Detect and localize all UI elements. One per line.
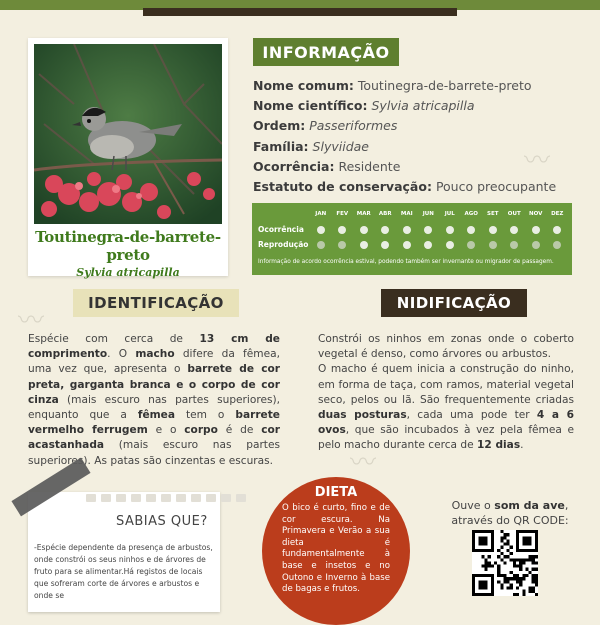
month-dot	[360, 241, 368, 249]
text-bold: som da ave	[494, 499, 565, 512]
month-dot	[532, 226, 540, 234]
text-bold: 12 dias	[477, 439, 521, 452]
text-run: .	[520, 439, 524, 452]
text-run: é de	[217, 424, 262, 437]
occurrence-row-label: Ocorrência	[258, 225, 304, 234]
reproduction-row-label: Reprodução	[258, 240, 309, 249]
occurrence-dot-abr	[375, 226, 397, 234]
month-dot	[338, 241, 346, 249]
month-label: ABR	[378, 211, 392, 217]
info-value: Passeriformes	[309, 118, 398, 134]
month-dot	[553, 226, 561, 234]
text-run: , cada uma pode ter	[406, 409, 537, 422]
occurrence-dot-nov	[525, 226, 547, 234]
info-label: Família:	[253, 138, 309, 154]
month-label: MAR	[356, 211, 371, 217]
info-section-title: INFORMAÇÃO	[253, 38, 399, 66]
reproduction-dot-mar	[353, 241, 375, 249]
month-dot	[381, 226, 389, 234]
nesting-title: NIDIFICAÇÃO	[381, 289, 527, 317]
blackcap-illustration	[34, 44, 222, 224]
text-bold: 13 cm de comprimento	[28, 333, 280, 361]
text-bold: 4 a 6 ovos	[318, 409, 574, 437]
bird-silhouette-icon: 〰	[524, 146, 551, 176]
qr-code[interactable]	[472, 530, 538, 596]
text-run: difere da fêmea, uma vez que, apresenta o	[28, 348, 280, 376]
qr-code-icon	[472, 530, 538, 596]
month-dot	[489, 226, 497, 234]
month-dot	[553, 241, 561, 249]
month-label: MAI	[400, 211, 413, 217]
did-you-know-text: -Espécie dependente da presença de arbustos, onde constrói os seus ninhos e de árvores de fruto para se alimentar.Há registos de locais que sofreram corte de árvores e arbustos e onde se	[34, 543, 213, 600]
month-dot	[467, 226, 475, 234]
top-dark-bar	[143, 8, 457, 16]
bird-photo	[34, 44, 222, 224]
nesting-text	[318, 332, 574, 454]
month-dot	[403, 241, 411, 249]
text-run: Espécie com cerca de	[28, 333, 200, 345]
nesting-paragraph	[318, 362, 574, 453]
text-run: (mais escuro nas partes superiores), enquanto que a	[28, 393, 280, 422]
occurrence-dot-dez	[547, 226, 569, 234]
month-label: SET	[487, 211, 499, 217]
month-label: OUT	[507, 211, 521, 217]
reproduction-dot-out	[504, 241, 526, 249]
reproduction-dot-abr	[375, 241, 397, 249]
month-dot	[317, 241, 325, 249]
occurrence-dot-set	[482, 226, 504, 234]
text-bold: macho	[135, 348, 175, 361]
month-dot	[403, 226, 411, 234]
species-common-name: Toutinegra-de-barrete-preto	[35, 228, 221, 264]
info-value: Residente	[338, 158, 401, 174]
diet-text: O bico é curto, fino e de cor escura. Na Primavera e Verão a sua dieta é fundamentalmente à base e insetos e no Outono e Inverno à base de bagas e frutos.	[282, 503, 390, 595]
text-bold: cor acastanhada	[28, 424, 280, 452]
month-dot	[424, 241, 432, 249]
text-bold: barrete vermelho ferrugem	[28, 409, 280, 437]
identification-title: IDENTIFICAÇÃO	[73, 289, 239, 317]
reproduction-dot-jan	[310, 241, 332, 249]
info-row-scientific-name	[253, 96, 583, 116]
info-label: Ocorrência:	[253, 158, 335, 174]
phenology-calendar	[252, 203, 572, 275]
month-dot	[446, 226, 454, 234]
bird-sound-prompt	[445, 498, 575, 528]
month-dot	[381, 241, 389, 249]
info-value: Sylvia atricapilla	[371, 98, 475, 114]
text-run: tem o	[175, 409, 236, 422]
text-bold: duas posturas	[318, 409, 407, 422]
info-value: Pouco preocupante	[435, 179, 557, 195]
month-dot	[510, 241, 518, 249]
month-dot	[424, 226, 432, 234]
species-scientific-name: Sylvia atricapilla	[76, 266, 180, 279]
info-row-family	[253, 137, 583, 157]
text-run: . O	[107, 348, 136, 361]
reproduction-dot-jun	[418, 241, 440, 249]
info-list	[253, 76, 583, 197]
month-dot	[489, 241, 497, 249]
month-dot	[532, 241, 540, 249]
reproduction-dot-nov	[525, 241, 547, 249]
text-run: , que são incubados à vez pela fêmea e pelo macho durante cerca de	[318, 424, 574, 452]
text-bold: barrete de cor preta, garganta branca e o corpo de cor cinza	[28, 363, 280, 406]
nesting-paragraph: Constrói os ninhos em zonas onde o coberto vegetal é denso, como árvores ou arbustos.	[318, 333, 574, 361]
info-label: Nome científico:	[253, 98, 368, 114]
month-label: JAN	[315, 211, 327, 217]
text-bold: fêmea	[137, 409, 176, 422]
month-label: AGO	[464, 211, 478, 217]
reproduction-dot-fev	[332, 241, 354, 249]
month-dot	[510, 226, 518, 234]
occurrence-dots	[310, 226, 568, 234]
text-run: O macho é quem inicia a construção do ninho, em forma de taça, com ramos, material vegetal seco, pelos ou lã. São frequentemente criadas	[318, 363, 574, 406]
diet-circle	[262, 477, 410, 625]
info-row-conservation	[253, 177, 583, 197]
calendar-months	[310, 211, 568, 217]
month-label: NOV	[529, 211, 543, 217]
reproduction-dot-dez	[547, 241, 569, 249]
info-label: Estatuto de conservação:	[253, 179, 432, 195]
occurrence-dot-ago	[461, 226, 483, 234]
info-row-common-name	[253, 76, 583, 96]
reproduction-dot-mai	[396, 241, 418, 249]
text-run: Ouve o	[451, 499, 495, 512]
bird-silhouette-icon: 〰	[350, 448, 377, 478]
month-label: JUL	[444, 211, 455, 217]
info-row-occurrence	[253, 157, 583, 177]
text-run: , através do QR CODE:	[451, 499, 569, 527]
month-dot	[467, 241, 475, 249]
month-dot	[338, 226, 346, 234]
notepad-holes	[86, 494, 246, 502]
reproduction-dot-ago	[461, 241, 483, 249]
identification-text	[28, 332, 280, 469]
occurrence-dot-fev	[332, 226, 354, 234]
reproduction-dot-jul	[439, 241, 461, 249]
info-value: Slyviidae	[312, 138, 369, 154]
month-label: FEV	[336, 211, 349, 217]
occurrence-dot-jan	[310, 226, 332, 234]
info-value: Toutinegra-de-barrete-preto	[357, 78, 532, 93]
text-run: (mais escuro nas partes superiores). As patas são cinzentas e escuras.	[28, 439, 280, 467]
did-you-know-note	[28, 492, 220, 612]
reproduction-dot-set	[482, 241, 504, 249]
text-run: e o	[147, 424, 185, 437]
calendar-note: Informação de acordo ocorrência estival, podendo também ser invernante ou migrador de passagem.	[258, 259, 554, 265]
bird-silhouette-icon: 〰	[18, 306, 45, 336]
month-dot	[360, 226, 368, 234]
month-dot	[317, 226, 325, 234]
text-bold: corpo	[184, 424, 218, 437]
reproduction-dots	[310, 241, 568, 249]
info-label: Nome comum:	[253, 78, 354, 93]
occurrence-dot-jul	[439, 226, 461, 234]
month-dot	[446, 241, 454, 249]
bird-photo-card	[28, 38, 228, 279]
did-you-know-title: SABIAS QUE?	[116, 514, 208, 529]
info-row-order	[253, 116, 583, 136]
occurrence-dot-out	[504, 226, 526, 234]
info-label: Ordem:	[253, 118, 306, 134]
month-label: JUN	[422, 211, 434, 217]
occurrence-dot-mar	[353, 226, 375, 234]
occurrence-dot-mai	[396, 226, 418, 234]
month-label: DEZ	[551, 211, 564, 217]
diet-title: DIETA	[314, 485, 358, 500]
occurrence-dot-jun	[418, 226, 440, 234]
